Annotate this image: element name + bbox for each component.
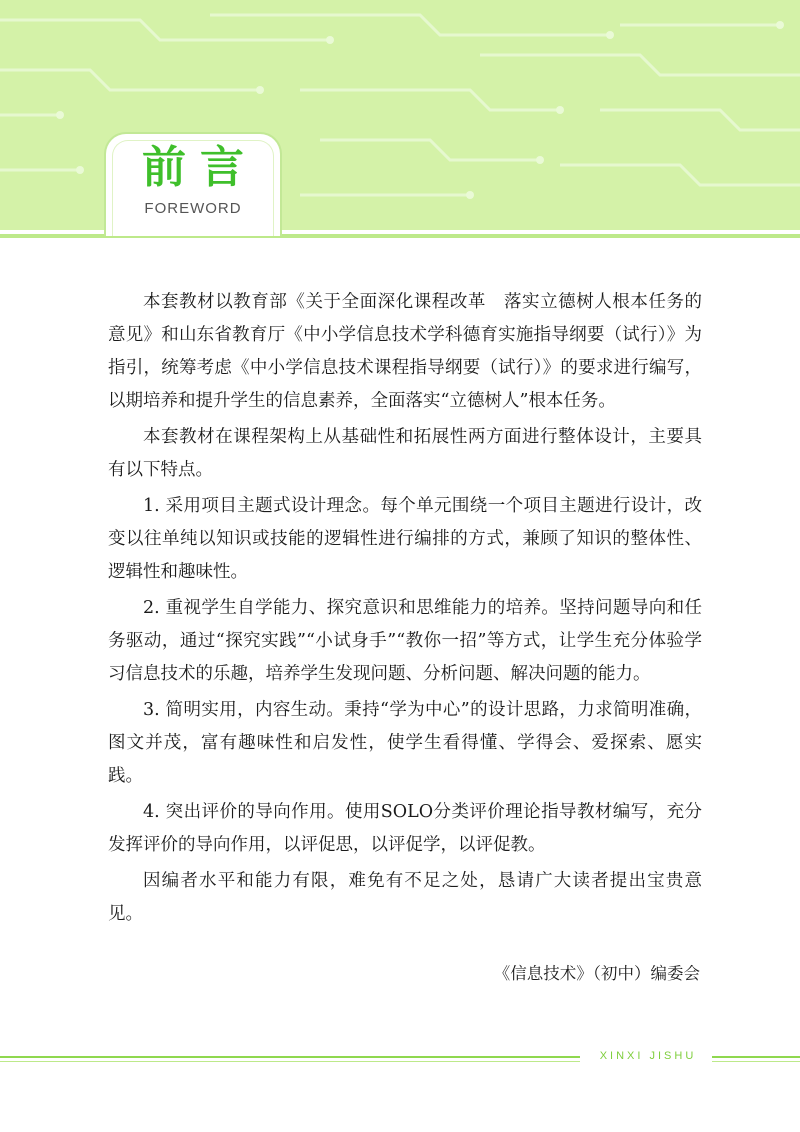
paragraph-4: 2. 重视学生自学能力、探究意识和思维能力的培养。坚持问题导向和任务驱动，通过“探究实践”“小试身手”“教你一招”等方式，让学生充分体验学习信息技术的乐趣，培养学生发现问题、分析问题、解决问题的能力。 — [108, 598, 702, 684]
footer-rule-right-thick — [712, 1056, 800, 1058]
paragraph-3: 1. 采用项目主题式设计理念。每个单元围绕一个项目主题进行设计，改变以往单纯以知识或技能的逻辑性进行编排的方式，兼顾了知识的整体性、逻辑性和趣味性。 — [108, 496, 702, 582]
paragraph-1: 本套教材以教育部《关于全面深化课程改革 落实立德树人根本任务的意见》和山东省教育厅《中小学信息技术学科德育实施指导纲要（试行）》为指引，统筹考虑《中小学信息技术课程指导纲要（试行）》的要求进行编写，以期培养和提升学生的信息素养，全面落实“立德树人”根本任务。 — [108, 292, 702, 411]
page-subtitle: FOREWORD — [144, 200, 242, 217]
paragraph-2: 本套教材在课程架构上从基础性和拓展性两方面进行整体设计，主要具有以下特点。 — [108, 427, 702, 480]
foreword-body — [108, 286, 702, 934]
paragraph-6: 4. 突出评价的导向作用。使用SOLO分类评价理论指导教材编写，充分发挥评价的导向作用，以评促思，以评促学，以评促教。 — [108, 802, 702, 855]
footer-series-name: XINXI JISHU — [599, 1050, 697, 1062]
paragraph-7: 因编者水平和能力有限，难免有不足之处，恳请广大读者提出宝贵意见。 — [108, 871, 702, 924]
title-tab — [104, 132, 282, 236]
footer-rule-left-thin — [0, 1061, 580, 1062]
footer-rule-left-thick — [0, 1056, 580, 1058]
page-title: 前言 — [142, 142, 258, 193]
paragraph-5: 3. 简明实用，内容生动。秉持“学为中心”的设计思路，力求简明准确，图文并茂，富有趣味性和启发性，使学生看得懂、学得会、爱探索、愿实践。 — [108, 700, 702, 786]
signature: 《信息技术》（初中）编委会 — [493, 964, 700, 983]
footer-rule-right-thin — [712, 1061, 800, 1062]
